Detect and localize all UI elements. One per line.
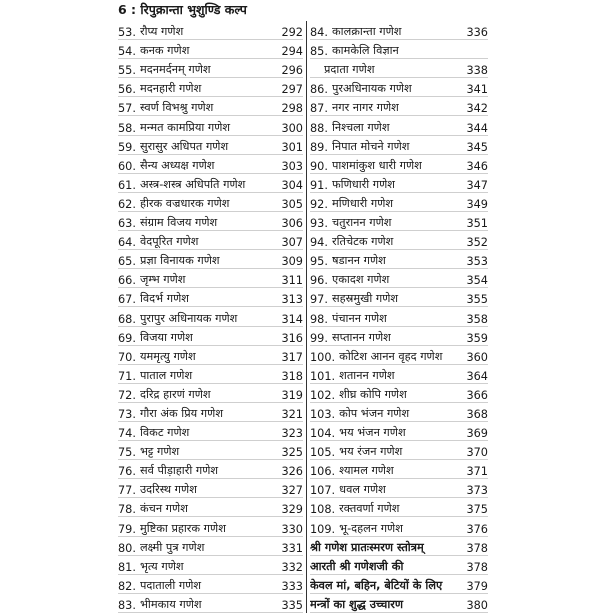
entry-title: कोप भंजन गणेश xyxy=(339,406,410,420)
toc-entry xyxy=(118,155,303,174)
entry-page-number: 371 xyxy=(466,465,488,479)
toc-entry xyxy=(118,231,303,250)
entry-number: 98. xyxy=(310,312,328,326)
entry-page-number: 326 xyxy=(281,465,303,479)
toc-entry xyxy=(118,441,303,460)
toc-entry xyxy=(310,594,488,613)
entry-title: फणिधारी गणेश xyxy=(331,177,395,191)
entry-title: पुरअधिनायक गणेश xyxy=(331,82,412,96)
toc-entry xyxy=(310,422,488,441)
entry-title: श्री गणेश प्रातःस्मरण स्तोत्रम् xyxy=(310,540,424,554)
entry-page-number: 317 xyxy=(281,350,303,364)
entry-page-number: 338 xyxy=(466,64,488,78)
toc-entry xyxy=(310,346,488,365)
toc-left-column xyxy=(118,21,303,613)
entry-number: 76. xyxy=(118,465,136,479)
toc-entry xyxy=(118,460,303,479)
entry-number: 77. xyxy=(118,484,136,498)
entry-number: 104. xyxy=(310,427,336,441)
entry-number: 82. xyxy=(118,579,136,593)
entry-number: 61. xyxy=(118,178,136,192)
entry-page-number: 373 xyxy=(466,484,488,498)
toc-entry xyxy=(310,479,488,498)
toc-entry xyxy=(310,250,488,269)
entry-number: 66. xyxy=(118,274,136,288)
entry-number: 78. xyxy=(118,503,136,517)
entry-title: पाशमांकुश धारी गणेश xyxy=(331,158,422,172)
toc-entry xyxy=(118,212,303,231)
entry-page-number: 305 xyxy=(281,197,303,211)
toc-entry xyxy=(118,537,303,556)
entry-page-number: 375 xyxy=(466,503,488,517)
toc-entry xyxy=(310,365,488,384)
entry-number: 106. xyxy=(310,465,336,479)
entry-page-number: 314 xyxy=(281,312,303,326)
entry-number: 81. xyxy=(118,560,136,574)
entry-page-number: 344 xyxy=(466,121,488,135)
entry-title: लक्ष्मी पुत्र गणेश xyxy=(139,540,205,554)
toc-entry xyxy=(118,307,303,326)
toc-entry xyxy=(310,116,488,135)
entry-number: 56. xyxy=(118,83,136,97)
entry-title: पदाताली गणेश xyxy=(139,578,202,592)
entry-number: 103. xyxy=(310,407,336,421)
entry-number: 79. xyxy=(118,522,136,536)
entry-title: भृत्य गणेश xyxy=(139,559,184,573)
entry-number: 88. xyxy=(310,121,328,135)
entry-title: भट्ट गणेश xyxy=(139,445,180,459)
entry-page-number: 318 xyxy=(281,369,303,383)
toc-entry xyxy=(310,327,488,346)
entry-page-number: 358 xyxy=(466,312,488,326)
entry-number: 63. xyxy=(118,217,136,231)
entry-page-number: 329 xyxy=(281,503,303,517)
entry-number: 109. xyxy=(310,522,336,536)
entry-number: 107. xyxy=(310,484,336,498)
toc-entry xyxy=(118,288,303,307)
entry-title: मन्मत कामप्रिया गणेश xyxy=(139,120,231,134)
entry-page-number: 307 xyxy=(281,236,303,250)
entry-title: भू-दहलन गणेश xyxy=(339,521,403,535)
toc-entry xyxy=(118,269,303,288)
entry-page-number: 297 xyxy=(281,83,303,97)
entry-title: गौरा अंक प्रिय गणेश xyxy=(139,406,223,420)
entry-page-number: 313 xyxy=(281,293,303,307)
entry-number: 64. xyxy=(118,236,136,250)
entry-page-number: 325 xyxy=(281,446,303,460)
toc-entry xyxy=(310,59,488,78)
entry-number: 102. xyxy=(310,388,336,402)
entry-title: प्रदाता गणेश xyxy=(324,63,375,77)
entry-page-number: 303 xyxy=(281,159,303,173)
entry-page-number: 341 xyxy=(466,83,488,97)
entry-title: सप्तानन गणेश xyxy=(331,330,391,344)
toc-entry xyxy=(310,231,488,250)
entry-title: सुरासुर अधिपत गणेश xyxy=(139,139,229,153)
entry-page-number: 300 xyxy=(281,121,303,135)
entry-title: कनक गणेश xyxy=(139,44,190,58)
entry-title: पाताल गणेश xyxy=(139,368,193,382)
toc-entry xyxy=(118,97,303,116)
entry-page-number: 355 xyxy=(466,293,488,307)
entry-page-number: 331 xyxy=(281,541,303,555)
entry-number: 108. xyxy=(310,503,336,517)
entry-number: 72. xyxy=(118,388,136,402)
toc-entry xyxy=(310,21,488,40)
entry-number: 70. xyxy=(118,350,136,364)
toc-entry xyxy=(118,556,303,575)
entry-title: षडानन गणेश xyxy=(331,254,386,268)
entry-page-number: 336 xyxy=(466,26,488,40)
toc-entry xyxy=(118,59,303,78)
toc-entry xyxy=(118,78,303,97)
toc-entry xyxy=(118,479,303,498)
entry-page-number: 327 xyxy=(281,484,303,498)
entry-number: 99. xyxy=(310,331,328,345)
entry-number: 73. xyxy=(118,407,136,421)
entry-page-number: 352 xyxy=(466,236,488,250)
entry-page-number: 369 xyxy=(466,427,488,441)
toc-entry xyxy=(118,384,303,403)
toc-entry xyxy=(310,403,488,422)
entry-title: मदनमर्दनम् गणेश xyxy=(139,63,211,77)
entry-title: चतुरानन गणेश xyxy=(331,216,392,230)
toc-entry xyxy=(118,346,303,365)
entry-page-number: 342 xyxy=(466,102,488,116)
entry-number: 89. xyxy=(310,140,328,154)
entry-page-number: 301 xyxy=(281,140,303,154)
toc-entry xyxy=(310,498,488,517)
toc-entry xyxy=(118,21,303,40)
entry-page-number: 335 xyxy=(281,598,303,612)
entry-number: 62. xyxy=(118,197,136,211)
entry-page-number: 298 xyxy=(281,102,303,116)
entry-title: निश्चला गणेश xyxy=(331,120,390,134)
entry-title: यममृत्यु गणेश xyxy=(139,349,196,363)
entry-page-number: 294 xyxy=(281,45,303,59)
toc-entry xyxy=(118,193,303,212)
entry-number: 85. xyxy=(310,45,328,59)
entry-page-number: 360 xyxy=(466,350,488,364)
entry-title: श्यामल गणेश xyxy=(339,464,394,478)
entry-number: 57. xyxy=(118,102,136,116)
toc-entry xyxy=(118,575,303,594)
entry-title: कालक्रान्ता गणेश xyxy=(331,25,402,39)
toc-entry xyxy=(310,174,488,193)
entry-page-number: 311 xyxy=(281,274,303,288)
entry-title: निपात मोचने गणेश xyxy=(331,139,410,153)
entry-number: 84. xyxy=(310,26,328,40)
entry-page-number: 323 xyxy=(281,427,303,441)
entry-page-number: 347 xyxy=(466,178,488,192)
entry-title: सैन्य अध्यक्ष गणेश xyxy=(139,158,215,172)
entry-title: मणिधारी गणेश xyxy=(331,196,394,210)
entry-title: मन्त्रों का शुद्ध उच्चारण xyxy=(310,597,404,611)
entry-title: प्रज्ञा विनायक गणेश xyxy=(139,254,220,268)
toc-entry xyxy=(310,537,488,556)
toc-entry xyxy=(118,517,303,536)
entry-number: 80. xyxy=(118,541,136,555)
entry-number: 96. xyxy=(310,274,328,288)
entry-number: 53. xyxy=(118,26,136,40)
entry-number: 101. xyxy=(310,369,336,383)
toc-entry xyxy=(310,193,488,212)
toc-entry xyxy=(310,78,488,97)
entry-title: भीमकाय गणेश xyxy=(139,597,202,611)
entry-title: कंचन गणेश xyxy=(139,502,188,516)
toc-entry xyxy=(310,307,488,326)
entry-number: 65. xyxy=(118,255,136,269)
entry-number: 71. xyxy=(118,369,136,383)
entry-number: 54. xyxy=(118,45,136,59)
entry-page-number: 368 xyxy=(466,407,488,421)
entry-number: 94. xyxy=(310,236,328,250)
entry-title: रौप्य गणेश xyxy=(139,25,184,39)
entry-title: नगर नागर गणेश xyxy=(331,101,399,115)
entry-title: शीघ्र कोपि गणेश xyxy=(339,387,407,401)
entry-title: पंचानन गणेश xyxy=(331,311,387,325)
entry-page-number: 346 xyxy=(466,159,488,173)
entry-number: 67. xyxy=(118,293,136,307)
entry-title: संग्राम विजय गणेश xyxy=(139,216,218,230)
toc-entry xyxy=(310,288,488,307)
toc-entry xyxy=(118,403,303,422)
entry-number: 97. xyxy=(310,293,328,307)
entry-page-number: 364 xyxy=(466,369,488,383)
toc-entry xyxy=(118,422,303,441)
toc-entry xyxy=(118,327,303,346)
entry-number: 74. xyxy=(118,427,136,441)
entry-page-number: 321 xyxy=(281,407,303,421)
toc-entry xyxy=(118,498,303,517)
entry-title: मुष्टिका प्रहारक गणेश xyxy=(139,521,226,535)
toc-entry xyxy=(310,517,488,536)
entry-number: 92. xyxy=(310,197,328,211)
entry-number: 93. xyxy=(310,217,328,231)
toc-entry xyxy=(118,250,303,269)
entry-title: केवल मां, बहिन, बेटियों के लिए xyxy=(310,578,443,592)
entry-page-number: 292 xyxy=(281,26,303,40)
entry-title: विकट गणेश xyxy=(139,426,190,440)
entry-title: स्वर्ण विभश्रु गणेश xyxy=(139,101,214,115)
entry-number: 90. xyxy=(310,159,328,173)
entry-title: अस्त्र-शस्त्र अधिपति गणेश xyxy=(139,177,246,191)
toc-entry xyxy=(118,365,303,384)
toc-entry xyxy=(310,97,488,116)
entry-page-number: 379 xyxy=(466,579,488,593)
entry-number: 59. xyxy=(118,140,136,154)
toc-entry xyxy=(310,384,488,403)
toc-entry xyxy=(310,575,488,594)
entry-title: उदरिस्थ गणेश xyxy=(139,483,197,497)
entry-number: 68. xyxy=(118,312,136,326)
entry-page-number: 309 xyxy=(281,255,303,269)
entry-title: मदनहारी गणेश xyxy=(139,82,202,96)
page-header: 6 : रिपुक्रान्ता भुशुण्डि कल्प xyxy=(118,2,247,17)
entry-title: विदर्भ गणेश xyxy=(139,292,189,306)
entry-page-number: 366 xyxy=(466,388,488,402)
toc-entry xyxy=(118,40,303,59)
toc-entry xyxy=(310,40,488,59)
entry-page-number: 370 xyxy=(466,446,488,460)
entry-page-number: 304 xyxy=(281,178,303,192)
toc-entry xyxy=(310,269,488,288)
entry-number: 91. xyxy=(310,178,328,192)
entry-title: भय भंजन गणेश xyxy=(339,426,406,440)
toc-entry xyxy=(310,441,488,460)
entry-number: 55. xyxy=(118,64,136,78)
entry-title: हीरक वज्रधारक गणेश xyxy=(139,196,230,210)
entry-number: 87. xyxy=(310,102,328,116)
entry-number: 58. xyxy=(118,121,136,135)
entry-page-number: 319 xyxy=(281,388,303,402)
entry-title: एकादश गणेश xyxy=(331,273,390,287)
toc-entry xyxy=(310,460,488,479)
entry-page-number: 378 xyxy=(466,560,488,574)
entry-title: जृम्भ गणेश xyxy=(139,273,186,287)
toc-entry xyxy=(310,556,488,575)
entry-page-number: 330 xyxy=(281,522,303,536)
entry-page-number: 354 xyxy=(466,274,488,288)
entry-title: शतानन गणेश xyxy=(339,368,395,382)
entry-page-number: 378 xyxy=(466,541,488,555)
entry-page-number: 349 xyxy=(466,197,488,211)
entry-number: 75. xyxy=(118,446,136,460)
entry-title: कामकेलि विज्ञान xyxy=(331,44,399,58)
toc-entry xyxy=(118,174,303,193)
entry-page-number: 376 xyxy=(466,522,488,536)
entry-number: 95. xyxy=(310,255,328,269)
entry-page-number: 353 xyxy=(466,255,488,269)
entry-page-number: 380 xyxy=(466,598,488,612)
entry-page-number: 333 xyxy=(281,579,303,593)
entry-title: सहस्रमुखी गणेश xyxy=(331,292,399,306)
entry-title: आरती श्री गणेशजी की xyxy=(310,559,404,573)
entry-number: 69. xyxy=(118,331,136,345)
entry-number: 100. xyxy=(310,350,336,364)
entry-title: पुरापुर अधिनायक गणेश xyxy=(139,311,238,325)
entry-page-number: 296 xyxy=(281,64,303,78)
entry-title: भय रंजन गणेश xyxy=(339,445,403,459)
entry-number: 83. xyxy=(118,598,136,612)
entry-title: सर्व पीड़ाहारी गणेश xyxy=(139,464,219,478)
entry-title: कोटिश आनन वृहद गणेश xyxy=(339,349,443,363)
entry-page-number: 359 xyxy=(466,331,488,345)
toc-entry xyxy=(310,212,488,231)
entry-page-number: 306 xyxy=(281,217,303,231)
entry-page-number: 316 xyxy=(281,331,303,345)
toc-entry xyxy=(118,116,303,135)
entry-page-number: 345 xyxy=(466,140,488,154)
entry-title: रतिचेटक गणेश xyxy=(331,235,394,249)
toc-entry xyxy=(310,155,488,174)
entry-page-number: 332 xyxy=(281,560,303,574)
toc-entry xyxy=(118,136,303,155)
entry-number: 105. xyxy=(310,446,336,460)
toc-entry xyxy=(118,594,303,613)
toc-entry xyxy=(310,136,488,155)
entry-title: धवल गणेश xyxy=(339,483,386,497)
entry-number: 60. xyxy=(118,159,136,173)
entry-number: 86. xyxy=(310,83,328,97)
toc-right-column xyxy=(306,21,488,613)
entry-title: वेदपूरित गणेश xyxy=(139,235,199,249)
entry-title: दरिद्र हारणं गणेश xyxy=(139,387,211,401)
entry-page-number: 351 xyxy=(466,217,488,231)
entry-title: विजया गणेश xyxy=(139,330,193,344)
entry-title: रक्तवर्णा गणेश xyxy=(339,502,400,516)
